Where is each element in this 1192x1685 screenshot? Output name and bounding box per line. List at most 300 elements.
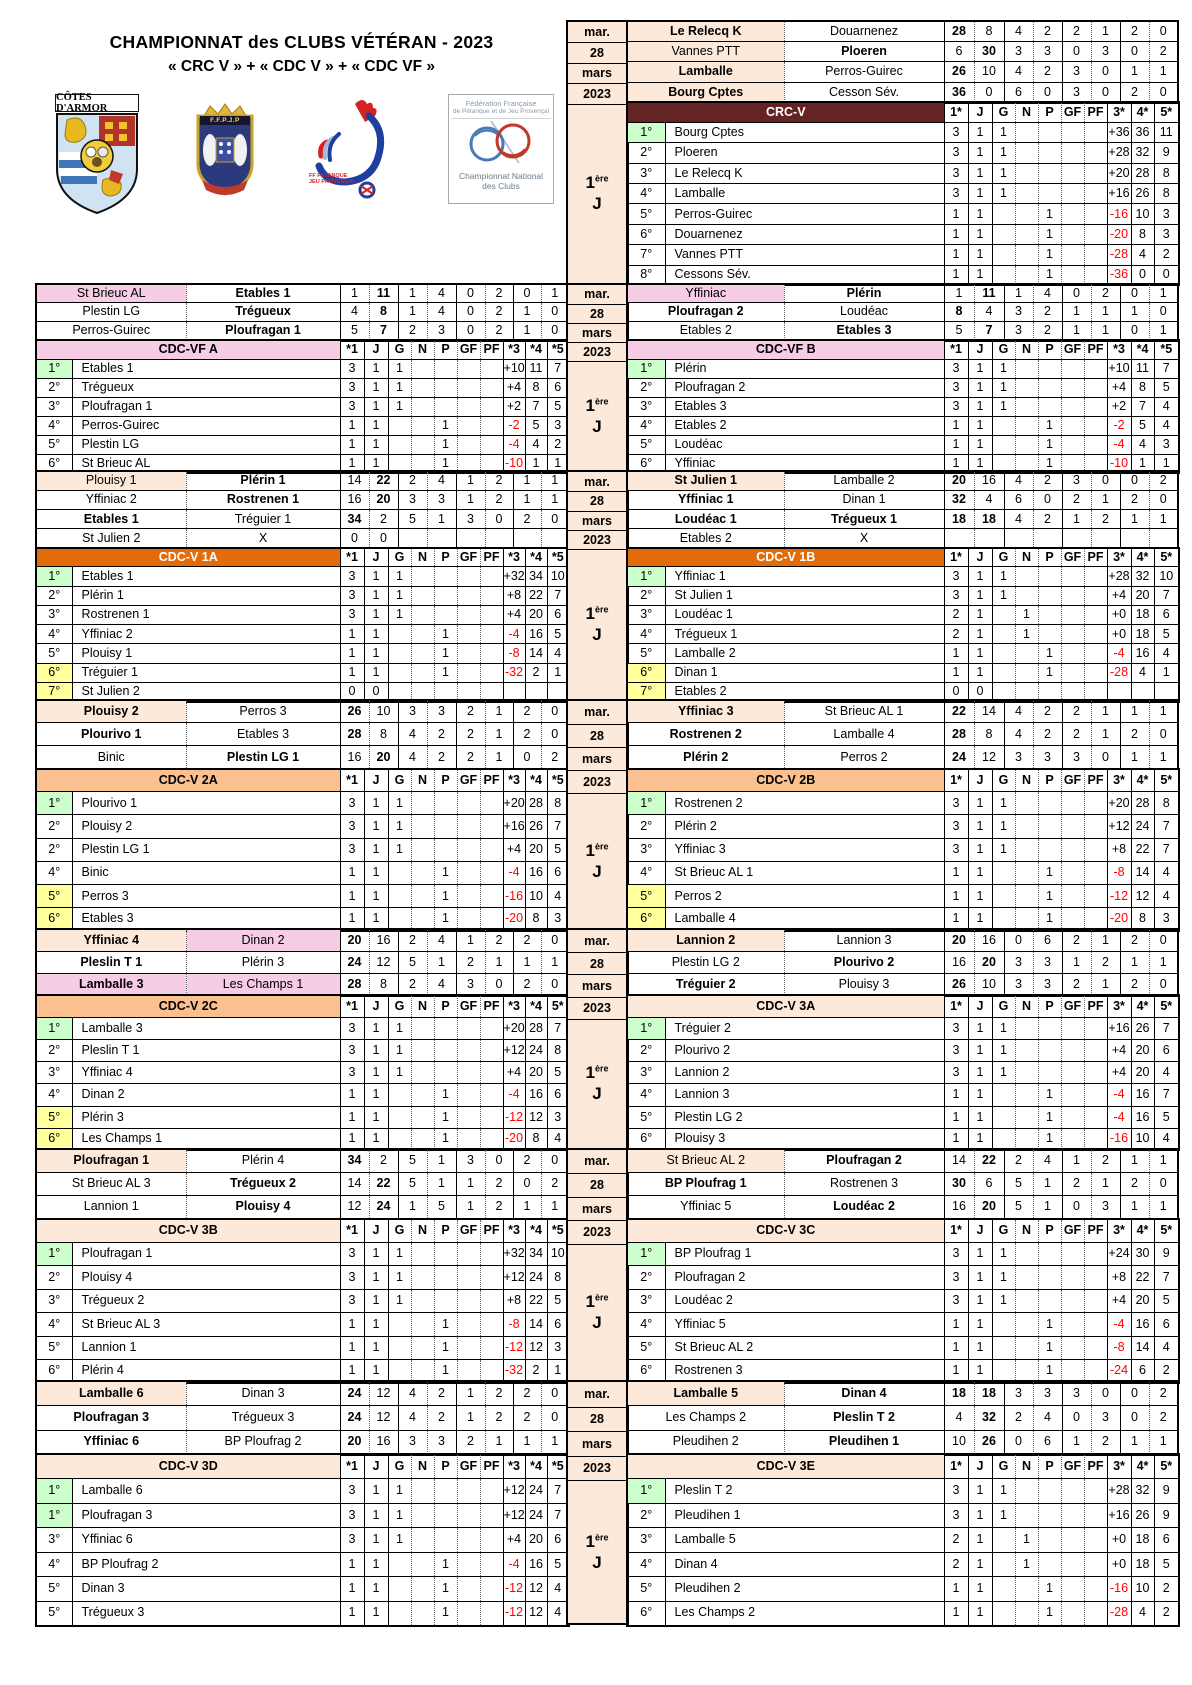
position-cell: 1° (36, 1017, 72, 1039)
stat-cell (457, 378, 480, 397)
match-stat-cell: 3 (1033, 973, 1062, 995)
team-cell: Lamballe 2 (665, 644, 944, 663)
match-stat-cell: 0 (1033, 490, 1062, 509)
stat-cell: 4 (1154, 861, 1179, 884)
col-header: G (992, 769, 1015, 792)
stat-cell (411, 1242, 434, 1266)
match-stat-cell: 0 (541, 723, 569, 746)
stat-cell: 5 (525, 416, 547, 435)
team-cell: Perros-Guirec (72, 416, 340, 435)
stat-cell: 3 (944, 1242, 968, 1266)
stat-cell (434, 815, 457, 838)
stat-cell: 1 (364, 359, 388, 378)
score-cell: 28 (944, 21, 974, 41)
stat-cell (1015, 663, 1038, 682)
position-cell: 2° (36, 1039, 72, 1061)
stat-cell (1061, 815, 1084, 838)
stat-cell: 1 (1015, 1552, 1038, 1577)
stat-cell: 1 (340, 663, 364, 682)
col-header: G (992, 102, 1015, 122)
left-block (35, 928, 568, 1150)
position-cell: 2° (36, 838, 72, 861)
stat-cell (480, 885, 503, 908)
stat-cell: 1 (992, 1062, 1015, 1084)
match-row (627, 510, 1178, 529)
stat-cell: +16 (503, 815, 525, 838)
round-letter: J (592, 1084, 602, 1104)
score-cell: 28 (340, 973, 369, 995)
stat-cell: 4 (547, 644, 569, 663)
stat-cell: 8 (1154, 163, 1179, 183)
stat-cell: 6 (1154, 1313, 1179, 1337)
stat-cell (1084, 122, 1107, 142)
stat-cell: -4 (503, 1552, 525, 1577)
match-stat-cell: 0 (1120, 322, 1149, 341)
stat-cell: -10 (1107, 454, 1131, 473)
stat-cell: 5 (547, 397, 569, 416)
stat-cell: -16 (503, 885, 525, 908)
match-stat-cell: 2 (427, 1406, 456, 1431)
home-team-cell: BP Ploufrag 1 (627, 1172, 784, 1196)
team-cell: Plestin LG 2 (665, 1106, 944, 1128)
stat-cell (457, 885, 480, 908)
stat-cell (1038, 838, 1061, 861)
match-row (627, 1149, 1178, 1173)
team-cell: Cessons Sév. (665, 265, 944, 285)
stat-cell (1061, 1503, 1084, 1528)
match-stat-cell: 0 (1149, 21, 1178, 41)
position-cell: 6° (36, 454, 72, 473)
team-cell: Tréguier 2 (665, 1017, 944, 1039)
col-header: *1 (340, 548, 364, 567)
stat-cell: +8 (1107, 1266, 1131, 1290)
stat-cell: 34 (525, 1242, 547, 1266)
col-header: 5* (1154, 102, 1179, 122)
match-stat-cell: 0 (541, 1149, 569, 1173)
stat-cell: +4 (1107, 586, 1131, 605)
match-stat-cell: 3 (456, 510, 485, 529)
left-block (35, 470, 568, 701)
match-stat-cell: 1 (1062, 322, 1091, 341)
stat-cell: 1 (1015, 1528, 1038, 1553)
left-standings-table (35, 768, 570, 932)
match-stat-cell: 2 (513, 700, 541, 723)
score-cell: 2 (369, 510, 398, 529)
score-cell: 22 (369, 471, 398, 490)
stat-cell: 1 (364, 1479, 388, 1504)
stat-cell: 3 (340, 1479, 364, 1504)
stat-cell (457, 1242, 480, 1266)
rooster-caption-line2: JEU PROVENÇAL (309, 179, 356, 186)
stat-cell: 16 (525, 1084, 547, 1106)
stat-cell: 26 (1131, 1017, 1154, 1039)
stat-cell (434, 1062, 457, 1084)
standings-row (36, 1552, 569, 1577)
round-suffix: ère (594, 841, 609, 852)
stat-cell: 1 (388, 1242, 411, 1266)
stat-cell: 1 (1131, 454, 1154, 473)
cnc-title-line2: des Clubs (482, 181, 520, 191)
match-stat-cell: 4 (1033, 284, 1062, 303)
standings-row (627, 605, 1179, 624)
team-cell: Dinan 1 (665, 663, 944, 682)
stat-cell (1084, 224, 1107, 244)
match-stat-cell: 1 (1149, 284, 1178, 303)
standings-row (36, 567, 569, 586)
stat-cell: 9 (1154, 143, 1179, 163)
stat-cell: 7 (1154, 815, 1179, 838)
col-header: *3 (503, 769, 525, 792)
date-cell: 2023 (568, 83, 627, 103)
stat-cell (992, 1106, 1015, 1128)
home-team-cell: Vannes PTT (627, 41, 784, 61)
standings-header-row (627, 1219, 1179, 1243)
match-stat-cell: 1 (1120, 700, 1149, 723)
team-cell: Lamballe 3 (72, 1017, 340, 1039)
stat-cell: 1 (1154, 454, 1179, 473)
team-cell: Plouisy 4 (72, 1266, 340, 1290)
match-stat-cell: 1 (1091, 490, 1120, 509)
stat-cell: 1 (434, 908, 457, 931)
position-cell: 1° (627, 567, 665, 586)
stat-cell (1084, 586, 1107, 605)
col-header: P (1038, 1219, 1061, 1243)
stat-cell: 30 (1131, 1242, 1154, 1266)
stat-cell: 1 (968, 1336, 992, 1360)
match-stat-cell: 2 (1149, 1381, 1178, 1406)
stat-cell (992, 245, 1015, 265)
round-number: 1ère (585, 604, 609, 623)
stat-cell: 3 (1154, 908, 1179, 931)
match-stat-cell: 3 (1004, 322, 1033, 341)
stat-cell (411, 1017, 434, 1039)
match-stat-cell: 4 (1004, 471, 1033, 490)
stat-cell: 7 (1154, 1084, 1179, 1106)
position-cell: 1° (627, 359, 665, 378)
stat-cell: 34 (525, 567, 547, 586)
stat-cell: 1 (364, 567, 388, 586)
match-stat-cell: 1 (1120, 746, 1149, 769)
score-cell: 14 (974, 700, 1004, 723)
stat-cell: 3 (1154, 204, 1179, 224)
match-stat-cell: 0 (1120, 1381, 1149, 1406)
away-team-cell: Lamballe 4 (784, 723, 944, 746)
match-stat-cell: 4 (398, 1381, 427, 1406)
col-header: *1 (340, 995, 364, 1017)
round-label (568, 1480, 627, 1623)
stat-cell: -16 (1107, 1128, 1131, 1150)
stat-cell: 2 (944, 1552, 968, 1577)
stat-cell: 7 (1154, 1017, 1179, 1039)
team-cell: St Brieuc AL (72, 454, 340, 473)
stat-cell: 0 (968, 682, 992, 701)
date-cell: mars (568, 1197, 627, 1221)
team-cell: BP Ploufrag 2 (72, 1552, 340, 1577)
match-stat-cell: 1 (1091, 700, 1120, 723)
position-cell: 2° (627, 815, 665, 838)
stat-cell: +4 (503, 1528, 525, 1553)
stat-cell (480, 567, 503, 586)
stat-cell: 1 (364, 838, 388, 861)
match-row (36, 951, 569, 973)
match-row (627, 471, 1178, 490)
stat-cell: 1 (968, 1039, 992, 1061)
away-team-cell: Plérin 3 (186, 951, 340, 973)
stat-cell: -8 (1107, 1336, 1131, 1360)
position-cell: 6° (36, 663, 72, 682)
stat-cell: +8 (503, 1289, 525, 1313)
stat-cell: 3 (340, 1528, 364, 1553)
table-title: CDC-V 2A (36, 769, 340, 792)
right-standings-table (626, 547, 1180, 703)
stat-cell: 11 (525, 359, 547, 378)
stat-cell: 1 (340, 1601, 364, 1626)
stat-cell: 4 (547, 1577, 569, 1602)
stat-cell (480, 625, 503, 644)
date-cell: 28 (568, 952, 627, 974)
match-stat-cell: 0 (485, 510, 513, 529)
date-strip (566, 1148, 629, 1383)
match-stat-cell: 1 (1149, 700, 1178, 723)
position-cell: 3° (627, 605, 665, 624)
stat-cell: 1 (968, 586, 992, 605)
table-title: CDC-VF A (36, 340, 340, 359)
stat-cell: 3 (944, 122, 968, 142)
stat-cell (1061, 861, 1084, 884)
stat-cell (1015, 224, 1038, 244)
match-stat-cell: 2 (1062, 21, 1091, 41)
stat-cell: 11 (1131, 359, 1154, 378)
col-header: *3 (503, 1454, 525, 1479)
team-cell: Yffiniac 2 (72, 625, 340, 644)
team-cell: St Brieuc AL 1 (665, 861, 944, 884)
stat-cell: 1 (340, 861, 364, 884)
standings-row (36, 1479, 569, 1504)
match-stat-cell: 0 (1091, 1381, 1120, 1406)
stat-cell: 4 (1154, 416, 1179, 435)
match-stat-cell: 1 (1091, 322, 1120, 341)
team-cell: Ploufragan 1 (72, 397, 340, 416)
stat-cell (411, 1479, 434, 1504)
col-header: PF (480, 1454, 503, 1479)
match-stat-cell: 2 (1033, 471, 1062, 490)
stat-cell (480, 792, 503, 815)
stat-cell: 6 (1131, 1360, 1154, 1384)
stat-cell: 1 (388, 1017, 411, 1039)
stat-cell (457, 1084, 480, 1106)
stat-cell (1084, 163, 1107, 183)
match-stat-cell: 2 (1062, 723, 1091, 746)
match-stat-cell: 1 (513, 303, 541, 322)
stat-cell (992, 224, 1015, 244)
stat-cell: +0 (1107, 625, 1131, 644)
stat-cell: 7 (547, 586, 569, 605)
standings-row (627, 663, 1179, 682)
stat-cell: +0 (1107, 605, 1131, 624)
score-cell: 8 (944, 303, 974, 322)
stat-cell: 1 (944, 1106, 968, 1128)
stat-cell: 10 (1154, 567, 1179, 586)
team-cell: Douarnenez (665, 224, 944, 244)
stat-cell (457, 586, 480, 605)
stat-cell: 1 (944, 416, 968, 435)
stat-cell (457, 1552, 480, 1577)
match-stat-cell: 0 (541, 1406, 569, 1431)
date-cell: mar. (584, 25, 610, 40)
standings-row (36, 885, 569, 908)
match-stat-cell: 3 (1033, 951, 1062, 973)
left-standings-table (35, 1218, 570, 1385)
stat-cell: 7 (1131, 397, 1154, 416)
stat-cell: 1 (364, 792, 388, 815)
standings-row (627, 1479, 1179, 1504)
stat-cell: 16 (525, 625, 547, 644)
stat-cell: 7 (547, 1017, 569, 1039)
stat-cell (411, 1106, 434, 1128)
home-team-cell: Lannion 1 (36, 1196, 186, 1220)
stat-cell (1015, 1039, 1038, 1061)
stat-cell (411, 1601, 434, 1626)
stat-cell: 1 (1038, 1106, 1061, 1128)
stat-cell: 1 (968, 838, 992, 861)
round-label (568, 361, 627, 471)
away-team-cell: Loudéac (784, 303, 944, 322)
match-stat-cell: 3 (398, 1430, 427, 1455)
stat-cell (1038, 143, 1061, 163)
standings-row (36, 1313, 569, 1337)
stat-cell: 1 (968, 861, 992, 884)
stat-cell: 3 (1154, 224, 1179, 244)
match-stat-cell: 2 (1033, 510, 1062, 529)
position-cell: 3° (36, 1062, 72, 1084)
stat-cell (992, 1336, 1015, 1360)
round-number: 1ère (585, 840, 609, 860)
team-cell: Rostrenen 1 (72, 605, 340, 624)
stat-cell (434, 397, 457, 416)
team-cell: Lamballe 5 (665, 1528, 944, 1553)
standings-row (627, 245, 1179, 265)
ffpjp-crest-banner: F.F.P.J.P (200, 116, 250, 125)
stat-cell: 1 (968, 143, 992, 163)
score-cell: 26 (944, 973, 974, 995)
round-suffix: ère (594, 1063, 609, 1074)
col-header: J (968, 1219, 992, 1243)
stat-cell: 20 (525, 1528, 547, 1553)
stat-cell (1084, 416, 1107, 435)
away-team-cell: Rostrenen 1 (186, 490, 340, 509)
match-stat-cell: 2 (427, 746, 456, 769)
col-header: J (364, 340, 388, 359)
stat-cell (992, 625, 1015, 644)
round-suffix: ère (594, 395, 609, 406)
position-cell: 1° (36, 1503, 72, 1528)
stat-cell (1084, 1289, 1107, 1313)
match-stat-cell: 0 (1120, 471, 1149, 490)
stat-cell (411, 435, 434, 454)
band-6 (35, 1380, 1180, 1625)
position-cell: 3° (36, 1528, 72, 1553)
match-row (36, 1381, 569, 1406)
col-header: *5 (1154, 340, 1179, 359)
match-stat-cell: 2 (513, 1149, 541, 1173)
match-stat-cell: 3 (1004, 746, 1033, 769)
col-header: PF (480, 995, 503, 1017)
date-cell: 2023 (568, 342, 627, 361)
round-number: 1ère (585, 1292, 609, 1311)
stat-cell (457, 416, 480, 435)
stat-cell: +4 (503, 1062, 525, 1084)
stat-cell: 8 (1131, 378, 1154, 397)
stat-cell: 1 (388, 397, 411, 416)
stat-cell (1084, 1479, 1107, 1504)
score-cell: 16 (340, 490, 369, 509)
col-header: 1* (944, 769, 968, 792)
stat-cell: -32 (503, 1360, 525, 1384)
col-header: G (388, 1219, 411, 1243)
stat-cell: 1 (364, 1313, 388, 1337)
stat-cell (1084, 815, 1107, 838)
left-block (35, 699, 568, 931)
match-row (36, 973, 569, 995)
standings-row (627, 224, 1179, 244)
stat-cell (480, 416, 503, 435)
stat-cell: 1 (364, 435, 388, 454)
stat-cell: -32 (503, 663, 525, 682)
stat-cell: 1 (944, 663, 968, 682)
col-header: 3* (1107, 769, 1131, 792)
stat-cell (1061, 1242, 1084, 1266)
position-cell: 6° (36, 1128, 72, 1150)
stat-cell: 1 (364, 663, 388, 682)
stat-cell (1015, 184, 1038, 204)
stat-cell (480, 1601, 503, 1626)
col-header: *1 (340, 769, 364, 792)
col-header: 4* (1131, 548, 1154, 567)
stat-cell: 0 (364, 682, 388, 701)
stat-cell: 1 (1038, 224, 1061, 244)
table-title: CDC-V 3D (36, 1454, 340, 1479)
match-stat-cell: 0 (1120, 41, 1149, 61)
col-header: N (1015, 102, 1038, 122)
stat-cell: 1 (992, 792, 1015, 815)
stat-cell: 1 (364, 815, 388, 838)
stat-cell (457, 1289, 480, 1313)
standings-row (36, 378, 569, 397)
position-cell: 2° (36, 378, 72, 397)
home-team-cell: Yffiniac 5 (627, 1196, 784, 1220)
standings-row (36, 625, 569, 644)
stat-cell: 10 (1131, 1128, 1154, 1150)
stat-cell: 1 (340, 908, 364, 931)
match-stat-cell: 1 (427, 510, 456, 529)
stat-cell: -28 (1107, 245, 1131, 265)
score-cell: 6 (974, 1172, 1004, 1196)
away-team-cell: Etables 3 (784, 322, 944, 341)
match-stat-cell: 2 (1033, 723, 1062, 746)
stat-cell: 1 (340, 1336, 364, 1360)
col-header: PF (480, 340, 503, 359)
stat-cell: 2 (944, 1528, 968, 1553)
match-row (627, 41, 1178, 61)
standings-row (627, 567, 1179, 586)
match-row (627, 973, 1178, 995)
stat-cell (434, 1479, 457, 1504)
match-stat-cell: 2 (485, 929, 513, 951)
stat-cell: 20 (525, 1062, 547, 1084)
stat-cell: 3 (340, 605, 364, 624)
score-cell: 28 (340, 723, 369, 746)
stat-cell (1015, 815, 1038, 838)
